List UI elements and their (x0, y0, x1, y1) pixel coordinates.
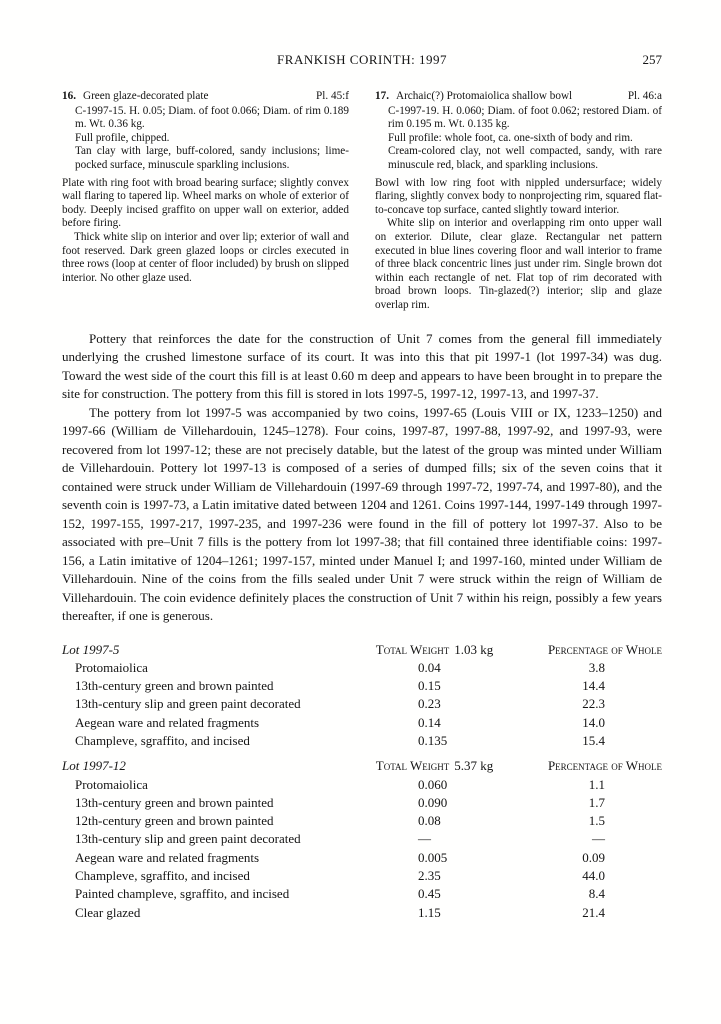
table-row (62, 867, 662, 885)
catalog-entry-16 (62, 90, 349, 313)
weight-value: 0.060 (418, 776, 448, 792)
weight-value: 0.14 (418, 714, 441, 730)
category-label: Protomaiolica (75, 776, 148, 792)
entry-description (62, 177, 349, 286)
entry-description-paragraph: Bowl with low ring foot with nippled undersurface; widely flaring, slightly convex body to nonprojecting rim, squared flat-to-concave top surface, canted slightly toward interior. (375, 176, 662, 216)
table-row (62, 695, 662, 713)
running-title: FRANKISH CORINTH: 1997 (277, 52, 447, 67)
entry-detail-line: C-1997-15. H. 0.05; Diam. of foot 0.066; Diam. of rim 0.189 m. Wt. 0.36 kg. (75, 104, 349, 131)
running-head (62, 0, 662, 68)
weight-header-label: Total Weight (375, 758, 450, 774)
category-label: Clear glazed (75, 904, 141, 920)
weight-column-header (362, 641, 507, 659)
weight-value: 0.090 (418, 794, 448, 810)
percent-value: 15.4 (582, 732, 605, 748)
entry-description-paragraph: White slip on interior and overlapping rim onto upper wall on exterior. Dilute, clear glaze. Rectangular net pattern executed in blue lines covering floor and wall interior to frame of three black concentric lines just under rim. Single brown dot within each rectangle of net. Flat top of rim decorated with broad brown loops. Tin-glazed(?) interior; slip and glaze overlap rim. (375, 217, 662, 311)
percent-column-header: Percentage of Whole (547, 758, 662, 774)
page-content (62, 0, 662, 922)
table-row (62, 776, 662, 794)
category-label: Protomaiolica (75, 659, 148, 675)
plate-reference: Pl. 45:f (316, 90, 349, 102)
table-row (62, 885, 662, 903)
entry-detail-line: Cream-colored clay, not well compacted, sandy, with rare minuscule red, black, and sparkling inclusions. (388, 145, 662, 171)
page-number: 257 (642, 52, 662, 67)
weight-value: 0.005 (418, 849, 448, 865)
entry-detail-line: Full profile, chipped. (75, 131, 170, 144)
category-label: Aegean ware and related fragments (75, 849, 260, 865)
entry-detail-line: C-1997-19. H. 0.060; Diam. of foot 0.062; restored Diam. of rim 0.195 m. Wt. 0.135 kg. (388, 104, 662, 131)
category-label: 13th-century slip and green paint decorated (75, 696, 301, 712)
table-row (62, 904, 662, 922)
category-label: Champleve, sgraffito, and incised (75, 868, 250, 884)
entry-heading (62, 90, 349, 104)
category-label: 13th-century green and brown painted (75, 794, 274, 810)
weight-header-value: 1.03 kg (454, 641, 494, 657)
percent-value: 3.8 (588, 659, 605, 675)
percent-value: 14.4 (582, 678, 605, 694)
lot-name: Lot 1997-5 (62, 641, 120, 657)
category-label: 13th-century green and brown painted (75, 678, 274, 694)
percent-value: 44.0 (582, 868, 605, 884)
body-paragraph: Pottery that reinforces the date for the construction of Unit 7 comes from the general fill immediately underlying the crushed limestone surface of its court. It was into this that pit 1997-1 (lot 1997-34) was dug. Toward the west side of the court this fill is at least 0.60 m deep and appears to have been brought in to prepare the site for construction. The pottery from this fill is stored in lots 1997-5, 1997-12, 1997-13, and 1997-37. (62, 330, 662, 401)
lot-table-1997-5 (62, 641, 662, 751)
entry-number: 17. (375, 90, 389, 102)
weight-value: 0.15 (418, 678, 441, 694)
weight-column-header (362, 757, 507, 775)
percent-column-header: Percentage of Whole (547, 641, 662, 657)
weight-header-value: 5.37 kg (454, 758, 494, 774)
table-row (62, 794, 662, 812)
entry-description-paragraph: Plate with ring foot with broad bearing surface; slightly convex wall flaring to tapered lip. Wheel marks on whole of exterior of body. Deeply incised graffito on upper wall on exterior, added before firing. (62, 176, 349, 230)
percent-value: 22.3 (582, 696, 605, 712)
table-row (62, 677, 662, 695)
table-row (62, 830, 662, 848)
category-label: 12th-century green and brown painted (75, 813, 274, 829)
body-paragraph: The pottery from lot 1997-5 was accompanied by two coins, 1997-65 (Louis VIII or IX, 1233–1250) and 1997-66 (William de Villehardouin, 1245–1278). Four coins, 1997-87, 1997-88, 1997-92, and 1997-93, were recovered from lot 1997-12; these are not precisely datable, but the latest of the group was minted under William de Villehardouin. Pottery lot 1997-13 is composed of a series of dumped fills; six of the seven coins that it contained were struck under William de Villehardouin (1997-69 through 1997-72, 1997-74, and 1997-80), and the seventh coin is 1997-73, a Latin imitative dated between 1204 and 1261. Coins 1997-144, 1997-149 through 1997-152, 1997-155, 1997-217, 1997-235, and 1997-236 were found in the fill of pottery lot 1997-37. Also to be associated with pre–Unit 7 fills is the pottery from lot 1997-38; that fill contained three identifiable coins: 1997-156, a Latin imitative of 1204–1261; 1997-157, minted under Manuel I; and 1997-160, minted under William de Villehardouin. Nine of the coins from the fills sealed under Unit 7 were struck within the reign of William de Villehardouin. The coin evidence definitely places the construction of Unit 7 within his reign, possibly a few years thereafter, if one is generous. (62, 404, 662, 623)
table-header (62, 641, 662, 659)
table-row (62, 812, 662, 830)
weight-value: 0.135 (418, 732, 448, 748)
table-row (62, 732, 662, 750)
weight-value: 0.45 (418, 886, 441, 902)
percent-value: 1.7 (588, 794, 605, 810)
lot-tables (62, 641, 662, 922)
percent-value: 8.4 (588, 886, 605, 902)
table-row (62, 714, 662, 732)
percent-value: 0.09 (582, 849, 605, 865)
percent-value: 1.5 (588, 813, 605, 829)
percent-value: 14.0 (582, 714, 605, 730)
category-label: Champleve, sgraffito, and incised (75, 732, 250, 748)
table-row (62, 659, 662, 677)
entry-title: Green glaze-decorated plate (82, 90, 209, 102)
entry-detail-line: Full profile: whole foot, ca. one-sixth of body and rim. (388, 131, 633, 144)
weight-value: 0.23 (418, 696, 441, 712)
table-row (62, 849, 662, 867)
catalog-entries (62, 90, 662, 313)
category-label: 13th-century slip and green paint decorated (75, 831, 301, 847)
entry-number: 16. (62, 90, 76, 102)
percent-value: 21.4 (582, 904, 605, 920)
entry-details (375, 105, 662, 173)
weight-value: 2.35 (418, 868, 441, 884)
percent-value: 1.1 (588, 776, 605, 792)
weight-value: 0.08 (418, 813, 441, 829)
main-text (62, 330, 662, 626)
percent-value: — (592, 831, 605, 847)
entry-title: Archaic(?) Protomaiolica shallow bowl (395, 90, 573, 102)
lot-table-1997-12 (62, 757, 662, 922)
plate-reference: Pl. 46:a (627, 90, 662, 102)
entry-detail-line: Tan clay with large, buff-colored, sandy inclusions; lime-pocked surface, minuscule sparkling inclusions. (75, 145, 349, 171)
lot-name: Lot 1997-12 (62, 758, 126, 774)
entry-description-paragraph: Thick white slip on interior and over lip; exterior of wall and foot reserved. Dark green glazed loops or circles executed in three rows (loop at center of floor included) by brush on slipped interior. No other glaze used. (62, 230, 349, 284)
category-label: Aegean ware and related fragments (75, 714, 260, 730)
table-header (62, 757, 662, 775)
weight-value: 0.04 (418, 659, 441, 675)
weight-value: — (418, 831, 431, 847)
catalog-entry-17 (375, 90, 662, 313)
category-label: Painted champleve, sgraffito, and incised (75, 886, 290, 902)
weight-header-label: Total Weight (375, 641, 450, 657)
entry-details (62, 105, 349, 173)
weight-value: 1.15 (418, 904, 441, 920)
entry-description (375, 177, 662, 313)
entry-heading (375, 90, 662, 104)
